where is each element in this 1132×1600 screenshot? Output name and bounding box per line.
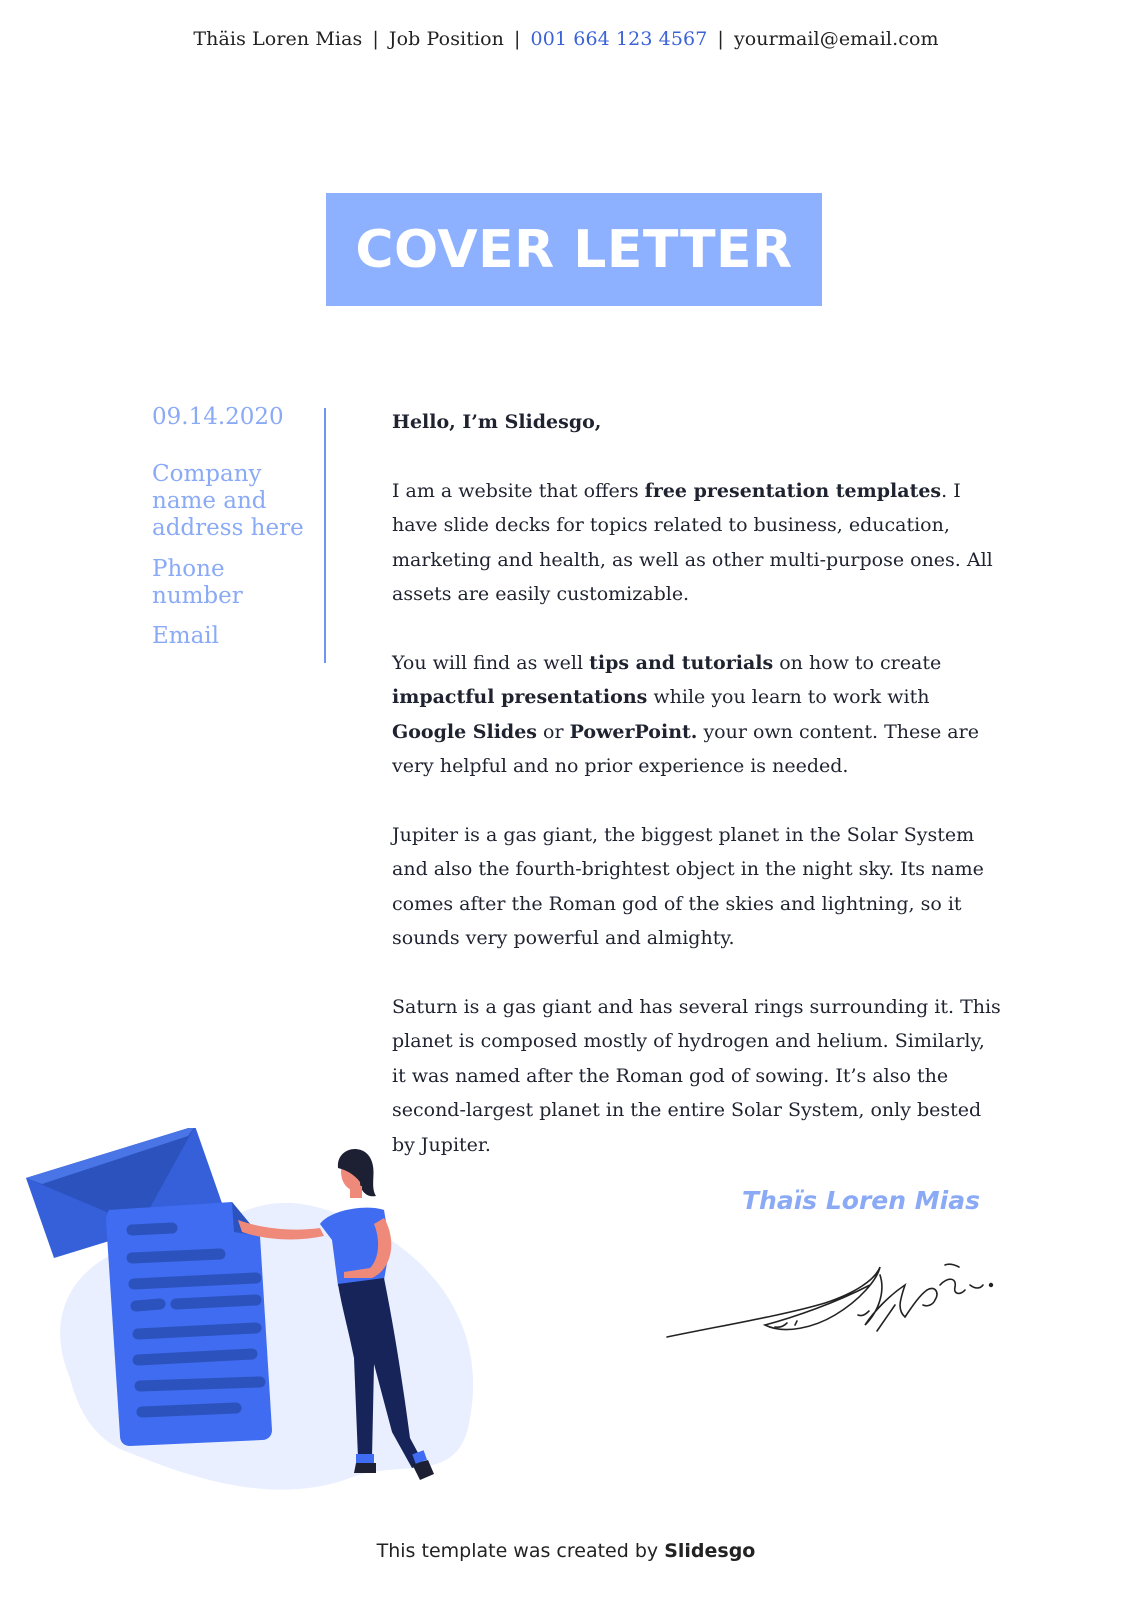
letter-paragraph: Saturn is a gas giant and has several rings surrounding it. This planet is composed mostly of hydrogen and helium. Similarly, it was named after the Roman god of sowing. It’s also the second-largest planet in the entire Solar System, only bested by Jupiter. xyxy=(392,995,1001,1156)
letter-paragraph: I am a website that offers free presentation templates. I have slide decks for topics related to business, education, marketing and health, as well as other multi-purpose ones. All assets are easily customizable. xyxy=(392,479,993,605)
letter-paragraph: Jupiter is a gas giant, the biggest planet in the Solar System and also the fourth-brightest object in the night sky. Its name comes after the Roman god of the skies and lightning, so it sounds very powerful and almighty. xyxy=(392,823,984,949)
footer-brand[interactable]: Slidesgo xyxy=(664,1540,756,1562)
signature-name: Thaïs Loren Mias xyxy=(742,1186,980,1215)
document-icon xyxy=(106,1202,272,1446)
header-name: Thäis Loren Mias xyxy=(193,28,363,50)
header-separator: | xyxy=(372,28,379,50)
page-title: COVER LETTER xyxy=(355,219,793,280)
header-email[interactable]: yourmail@email.com xyxy=(733,28,939,50)
header-separator: | xyxy=(717,28,724,50)
company-address: Company name and address here xyxy=(152,461,304,541)
footer-prefix: This template was created by xyxy=(376,1540,665,1562)
handwritten-signature xyxy=(665,1255,1005,1345)
recipient-email: Email xyxy=(152,623,220,649)
letter-greeting: Hello, I’m Slidesgo, xyxy=(392,411,602,433)
footer-credit xyxy=(0,1540,1132,1562)
header-position: Job Position xyxy=(388,28,505,50)
title-banner xyxy=(326,193,822,306)
letter-paragraph: You will find as well tips and tutorials on how to create impactful presentations while you learn to work with Google Slides or PowerPoint. your own content. These are very helpful and no prior experience is needed. xyxy=(392,651,979,777)
contact-header xyxy=(0,28,1132,50)
illustration xyxy=(20,1128,490,1528)
header-separator: | xyxy=(514,28,521,50)
letter-date: 09.14.2020 xyxy=(152,404,284,430)
sidebar-divider xyxy=(324,408,326,663)
recipient-sidebar xyxy=(152,404,317,650)
recipient-phone: Phone number xyxy=(152,556,243,609)
header-phone[interactable]: 001 664 123 4567 xyxy=(530,28,708,50)
letter-body xyxy=(392,405,1002,1196)
